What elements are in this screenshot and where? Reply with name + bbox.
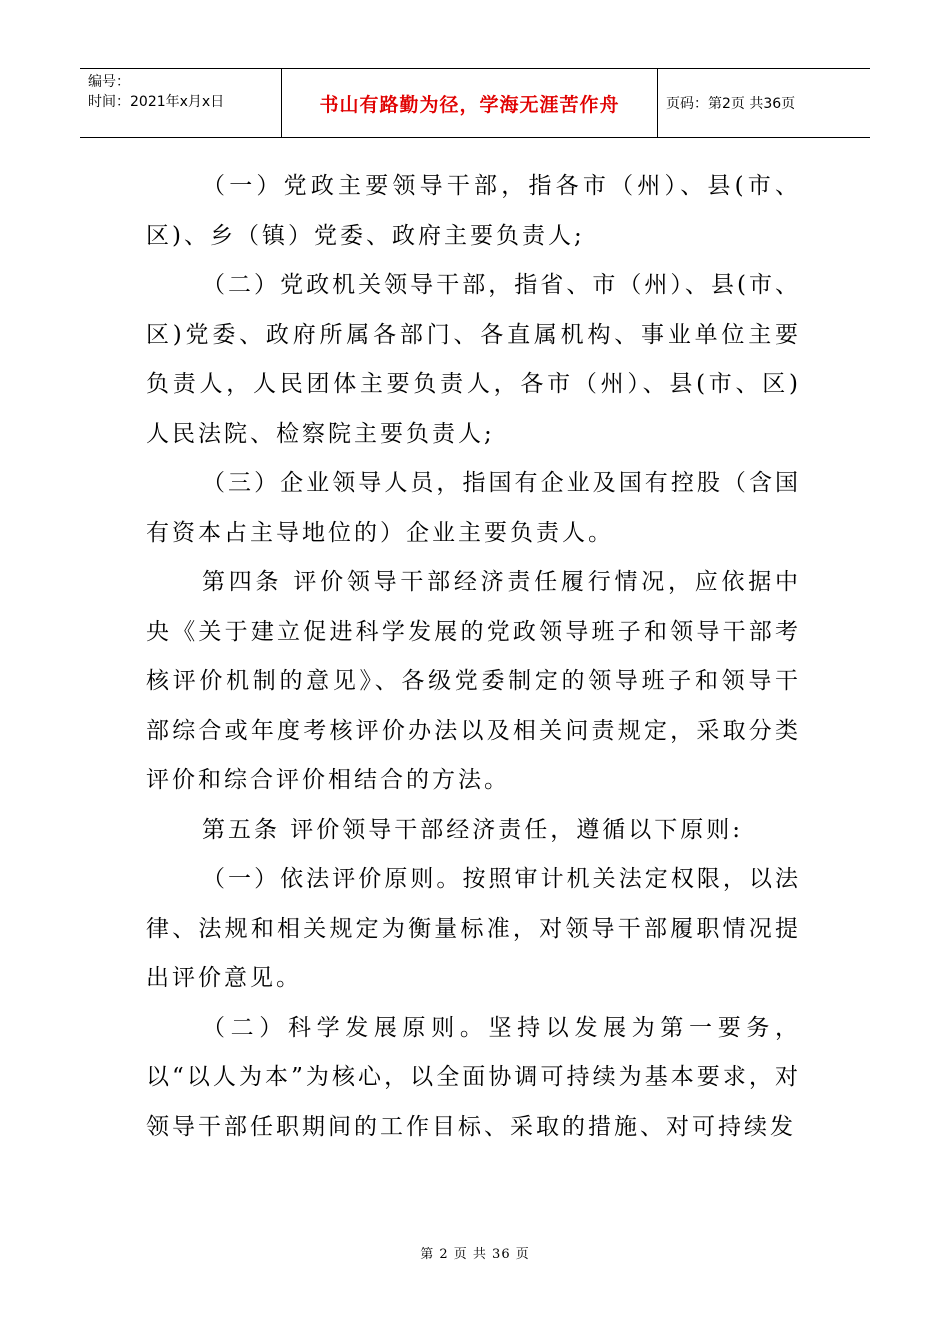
document-time: 时间：2021年x月x日 — [88, 94, 225, 110]
paragraph: （三）企业领导人员，指国有企业及国有控股（含国有资本占主导地位的）企业主要负责人。 — [146, 470, 801, 546]
paragraph: （二）科学发展原则。坚持以发展为第一要务，以“以人为本”为核心，以全面协调可持续为基本要求，对领导干部任职期间的工作目标、采取的措施、对可持续发 — [146, 1014, 801, 1140]
paragraph: （二）党政机关领导干部，指省、市（州）、县(市、区)党委、政府所属各部门、各直属机构、事业单位主要负责人，人民团体主要负责人，各市（州）、县(市、区)人民法院、检察院主要负责人; — [146, 272, 801, 447]
page-footer: 第 2 页 共 36 页 — [420, 1247, 530, 1262]
paragraph: 第四条 评价领导干部经济责任履行情况，应依据中央《关于建立促进科学发展的党政领导班子和领导干部考核评价机制的意见》、各级党委制定的领导班子和领导干部综合或年度考核评价办法以及相关问责规定，采取分类评价和综合评价相结合的方法。 — [146, 569, 801, 793]
header-motto: 书山有路勤为径，学海无涯苦作舟 — [282, 69, 658, 137]
document-body — [146, 162, 801, 1152]
header-page-info: 页码：第2页 共36页 — [666, 96, 796, 112]
paragraph: （一）依法评价原则。按照审计机关法定权限，以法律、法规和相关规定为衡量标准，对领导干部履职情况提出评价意见。 — [146, 866, 801, 991]
page-header — [80, 68, 870, 138]
paragraph: 第五条 评价领导干部经济责任，遵循以下原则: — [202, 816, 744, 843]
document-number: 编号： — [88, 74, 130, 90]
paragraph: （一）党政主要领导干部，指各市（州）、县(市、区)、乡（镇）党委、政府主要负责人; — [146, 173, 801, 249]
header-meta — [80, 69, 282, 137]
